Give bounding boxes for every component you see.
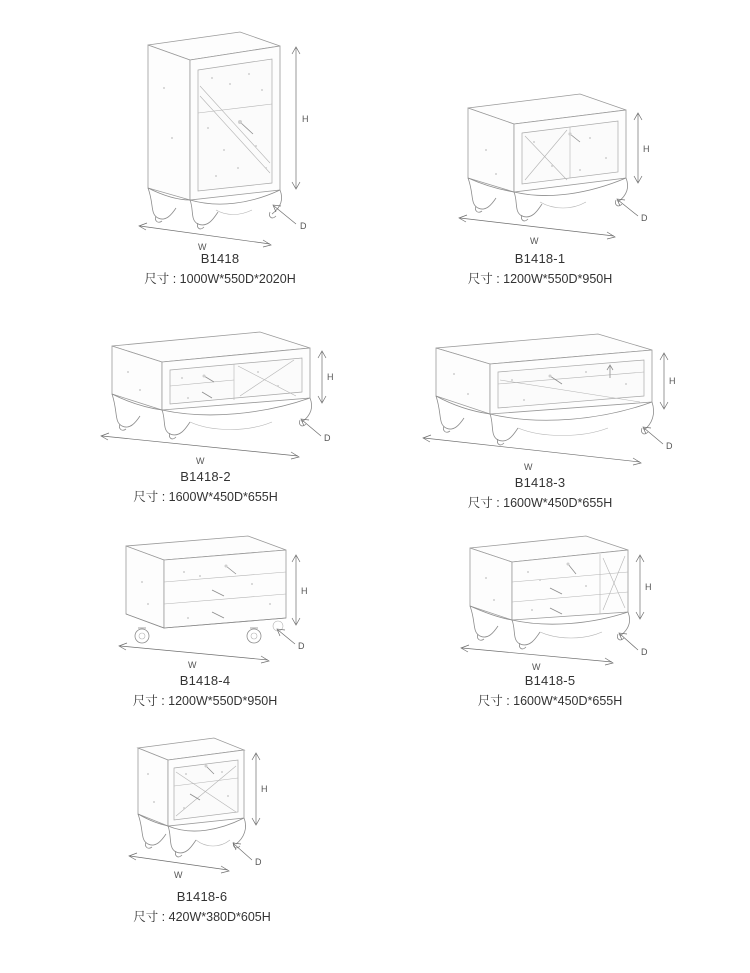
product-card-b1418 [120,18,320,288]
dimension-label-d: D [324,433,331,443]
dimension-label-d: D [641,213,648,223]
product-caption-b1418-5 [440,672,660,710]
dimension-label-w: W [196,456,205,466]
product-caption-b1418-1 [430,250,650,288]
product-dimensions: 尺寸 : 1000W*550D*2020H [144,272,296,286]
product-dimensions: 尺寸 : 1600W*450D*655H [477,694,623,708]
product-card-b1418-2 [78,322,333,506]
dimension-label-h: H [645,582,652,592]
product-card-b1418-3 [400,322,680,512]
tv-stand-illustration [78,322,333,468]
nightstand-illustration [102,728,302,888]
product-dimensions: 尺寸 : 1600W*450D*655H [133,490,278,504]
product-card-b1418-1 [430,78,650,288]
dimension-label-h: H [302,114,309,124]
dimension-label-d: D [298,641,305,651]
product-drawing-b1418-6 [102,728,302,888]
dimension-label-d: D [255,857,262,867]
dimension-label-w: W [174,870,183,880]
product-card-b1418-4 [100,524,310,710]
product-dimensions: 尺寸 : 420W*380D*605H [133,910,271,924]
drawer-chest-illustration [440,524,660,672]
product-drawing-b1418-1 [430,78,650,250]
dimension-label-h: H [327,372,334,382]
product-caption-b1418-6 [102,888,302,926]
tv-stand-drawer-illustration [400,322,680,474]
dimension-label-h: H [301,586,308,596]
product-dimensions: 尺寸 : 1600W*450D*655H [467,496,613,510]
dimension-label-w: W [524,462,533,472]
product-dimensions: 尺寸 : 1200W*550D*950H [132,694,278,708]
dimension-label-h: H [669,376,676,386]
product-drawing-b1418-2 [78,322,333,468]
product-code: B1418-2 [180,469,231,484]
dimension-label-d: D [300,221,307,231]
drawer-chest-castors-illustration [100,524,310,672]
product-drawing-b1418-5 [440,524,660,672]
product-caption-b1418-2 [78,468,333,506]
dimension-label-h: H [643,144,650,154]
tall-cabinet-illustration [120,18,320,250]
product-drawing-b1418-3 [400,322,680,474]
product-caption-b1418 [120,250,320,288]
dimension-label-w: W [198,242,207,252]
dimension-label-w: W [188,660,197,670]
product-code: B1418-5 [524,673,576,688]
product-card-b1418-6 [102,728,302,926]
product-drawing-b1418-4 [100,524,310,672]
product-card-b1418-5 [440,524,660,710]
dimension-label-w: W [530,236,539,246]
sideboard-illustration [430,78,650,250]
product-dimensions: 尺寸 : 1200W*550D*950H [467,272,613,286]
dimension-label-w: W [532,662,541,672]
dimension-label-h: H [261,784,268,794]
dimension-label-d: D [641,647,648,657]
product-caption-b1418-4 [100,672,310,710]
dimension-label-d: D [666,441,673,451]
product-drawing-b1418 [120,18,320,250]
product-code: B1418-4 [179,673,231,688]
product-code: B1418 [200,251,240,266]
product-code: B1418-3 [514,475,566,490]
product-code: B1418-1 [514,251,566,266]
product-caption-b1418-3 [400,474,680,512]
product-code: B1418-6 [176,889,228,904]
